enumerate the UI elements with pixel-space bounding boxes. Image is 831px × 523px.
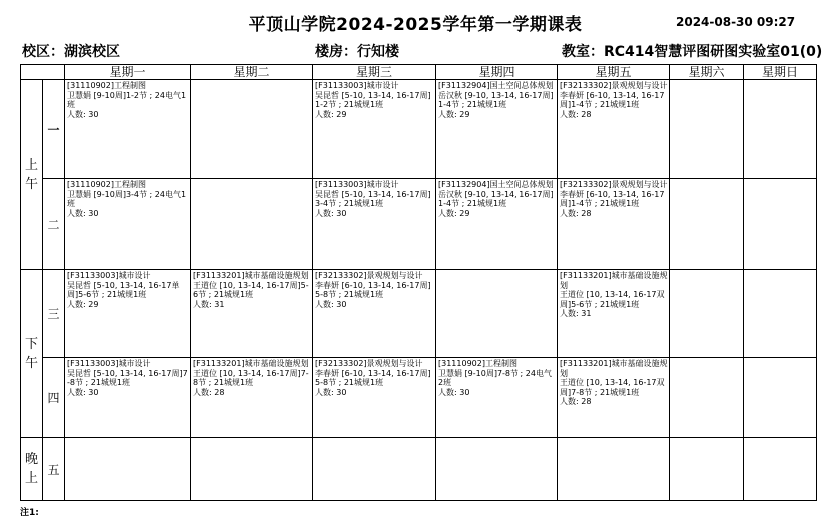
course-line: [F31133201]城市基础设施规划 (193, 271, 309, 280)
course-cell (191, 358, 313, 438)
course-cell (558, 358, 670, 438)
day-header-mon: 星期一 (65, 65, 191, 80)
course-cell (744, 270, 817, 358)
course-cell (670, 80, 744, 179)
period-afternoon: 下 午 (21, 270, 43, 438)
course-line: 吴昆哲 [5-10, 13-14, 16-17单周]5-6节 ; 21城规1班 (67, 280, 180, 300)
period-evening: 晚 上 (21, 438, 43, 501)
print-date: 2024-08-30 09:27 (676, 15, 796, 29)
course-cell (436, 179, 558, 270)
course-line: [F31133003]城市设计 (315, 180, 399, 189)
course-line: [F31133003]城市设计 (67, 271, 151, 280)
course-line: 人数: 29 (67, 299, 99, 309)
day-header-thu: 星期四 (436, 65, 558, 80)
course-cell (191, 438, 313, 501)
course-cell (558, 270, 670, 358)
course-line: 人数: 29 (315, 109, 347, 119)
course-line: 人数: 28 (560, 397, 592, 407)
course-line: 卫慧娟 [9-10周]3-4节 ; 24电气1班 (67, 189, 187, 209)
course-line: 人数: 30 (315, 387, 347, 397)
course-line: 人数: 29 (438, 109, 470, 119)
course-line: 人数: 28 (560, 208, 592, 218)
course-cell (744, 179, 817, 270)
course-line: [31110902]工程制图 (438, 359, 517, 368)
slot-label: 三 (43, 270, 65, 358)
course-line: 王道位 [10, 13-14, 16-17周]5-6节 ; 21城规1班 (193, 280, 309, 300)
day-header-tue: 星期二 (191, 65, 313, 80)
course-line: 岳汉秋 [9-10, 13-14, 16-17周]1-4节 ; 21城规1班 (438, 189, 554, 209)
course-line: [F31133201]城市基础设施规划 (193, 359, 309, 368)
course-cell (436, 358, 558, 438)
course-cell (670, 358, 744, 438)
footnote: 注1: (20, 508, 39, 518)
course-line: [F32133302]景观规划与设计 (560, 81, 668, 90)
course-line: 李春妍 [6-10, 13-14, 16-17周]1-4节 ; 21城规1班 (560, 90, 665, 110)
course-line: [F32133302]景观规划与设计 (315, 271, 423, 280)
course-line: 王道位 [10, 13-14, 16-17周]7-8节 ; 21城规1班 (193, 368, 309, 388)
course-cell (191, 179, 313, 270)
day-header-wed: 星期三 (313, 65, 436, 80)
course-cell (65, 179, 191, 270)
period-morning: 上 午 (21, 80, 43, 270)
course-line: 人数: 30 (67, 109, 99, 119)
course-cell (670, 179, 744, 270)
building-label: 楼房：行知楼 (315, 44, 399, 60)
day-header-fri: 星期五 (558, 65, 670, 80)
course-line: [F31133003]城市设计 (315, 81, 399, 90)
course-line: [31110902]工程制图 (67, 180, 146, 189)
course-line: 吴昆哲 [5-10, 13-14, 16-17周]1-2节 ; 21城规1班 (315, 90, 431, 110)
course-cell (65, 438, 191, 501)
course-line: 吴昆哲 [5-10, 13-14, 16-17周]3-4节 ; 21城规1班 (315, 189, 431, 209)
slot-label: 一 (43, 80, 65, 179)
course-line: 人数: 30 (67, 387, 99, 397)
course-cell (436, 438, 558, 501)
course-cell (436, 80, 558, 179)
course-cell (744, 438, 817, 501)
course-line: 李春妍 [6-10, 13-14, 16-17周]5-8节 ; 21城规1班 (315, 368, 431, 388)
slot-label: 二 (43, 179, 65, 270)
course-line: 王道位 [10, 13-14, 16-17双周]5-6节 ; 21城规1班 (560, 290, 665, 309)
corner-cell (21, 65, 65, 80)
course-line: 人数: 30 (315, 299, 347, 309)
slot-label: 五 (43, 438, 65, 501)
slot-label: 四 (43, 358, 65, 438)
course-line: 人数: 28 (560, 109, 592, 119)
course-line: 人数: 29 (438, 208, 470, 218)
course-line: 卫慧娟 [9-10周]1-2节 ; 24电气1班 (67, 90, 187, 110)
page-title: 平顶山学院2024-2025学年第一学期课表 (248, 15, 583, 35)
course-cell (191, 270, 313, 358)
timetable (20, 64, 817, 501)
course-line: [F31133201]城市基础设施规划 (560, 271, 668, 290)
course-line: [F31133201]城市基础设施规划 (560, 359, 668, 378)
course-line: 人数: 30 (438, 387, 470, 397)
course-line: 人数: 30 (67, 208, 99, 218)
course-cell (65, 358, 191, 438)
course-line: 吴昆哲 [5-10, 13-14, 16-17周]7-8节 ; 21城规1班 (67, 368, 188, 388)
course-line: [F32133302]景观规划与设计 (560, 180, 668, 189)
day-header-sat: 星期六 (670, 65, 744, 80)
course-cell (191, 80, 313, 179)
course-cell (313, 179, 436, 270)
day-header-sun: 星期日 (744, 65, 817, 80)
course-line: [F32133302]景观规划与设计 (315, 359, 423, 368)
course-cell (313, 358, 436, 438)
course-line: 人数: 28 (193, 387, 225, 397)
course-line: 人数: 31 (193, 299, 225, 309)
course-cell (744, 80, 817, 179)
course-line: 王道位 [10, 13-14, 16-17双周]7-8节 ; 21城规1班 (560, 378, 665, 397)
course-cell (313, 80, 436, 179)
course-line: [F31132904]国土空间总体规划 (438, 180, 554, 189)
classroom-label: 教室：RC414智慧评图研图实验室01(0) (562, 44, 823, 60)
course-cell (65, 80, 191, 179)
course-line: [31110902]工程制图 (67, 81, 146, 90)
course-cell (558, 80, 670, 179)
course-cell (313, 270, 436, 358)
course-line: [F31132904]国土空间总体规划 (438, 81, 554, 90)
course-line: 人数: 31 (560, 309, 592, 319)
course-cell (670, 270, 744, 358)
campus-label: 校区：湖滨校区 (22, 44, 120, 60)
course-cell (670, 438, 744, 501)
course-cell (65, 270, 191, 358)
course-line: [F31133003]城市设计 (67, 359, 151, 368)
course-line: 岳汉秋 [9-10, 13-14, 16-17周]1-4节 ; 21城规1班 (438, 90, 554, 110)
course-cell (436, 270, 558, 358)
course-cell (744, 358, 817, 438)
course-line: 人数: 30 (315, 208, 347, 218)
course-line: 李春妍 [6-10, 13-14, 16-17周]1-4节 ; 21城规1班 (560, 189, 665, 209)
course-line: 卫慧娟 [9-10周]7-8节 ; 24电气2班 (438, 368, 552, 388)
course-cell (313, 438, 436, 501)
course-cell (558, 179, 670, 270)
course-cell (558, 438, 670, 501)
course-line: 李春妍 [6-10, 13-14, 16-17周]5-8节 ; 21城规1班 (315, 280, 431, 300)
